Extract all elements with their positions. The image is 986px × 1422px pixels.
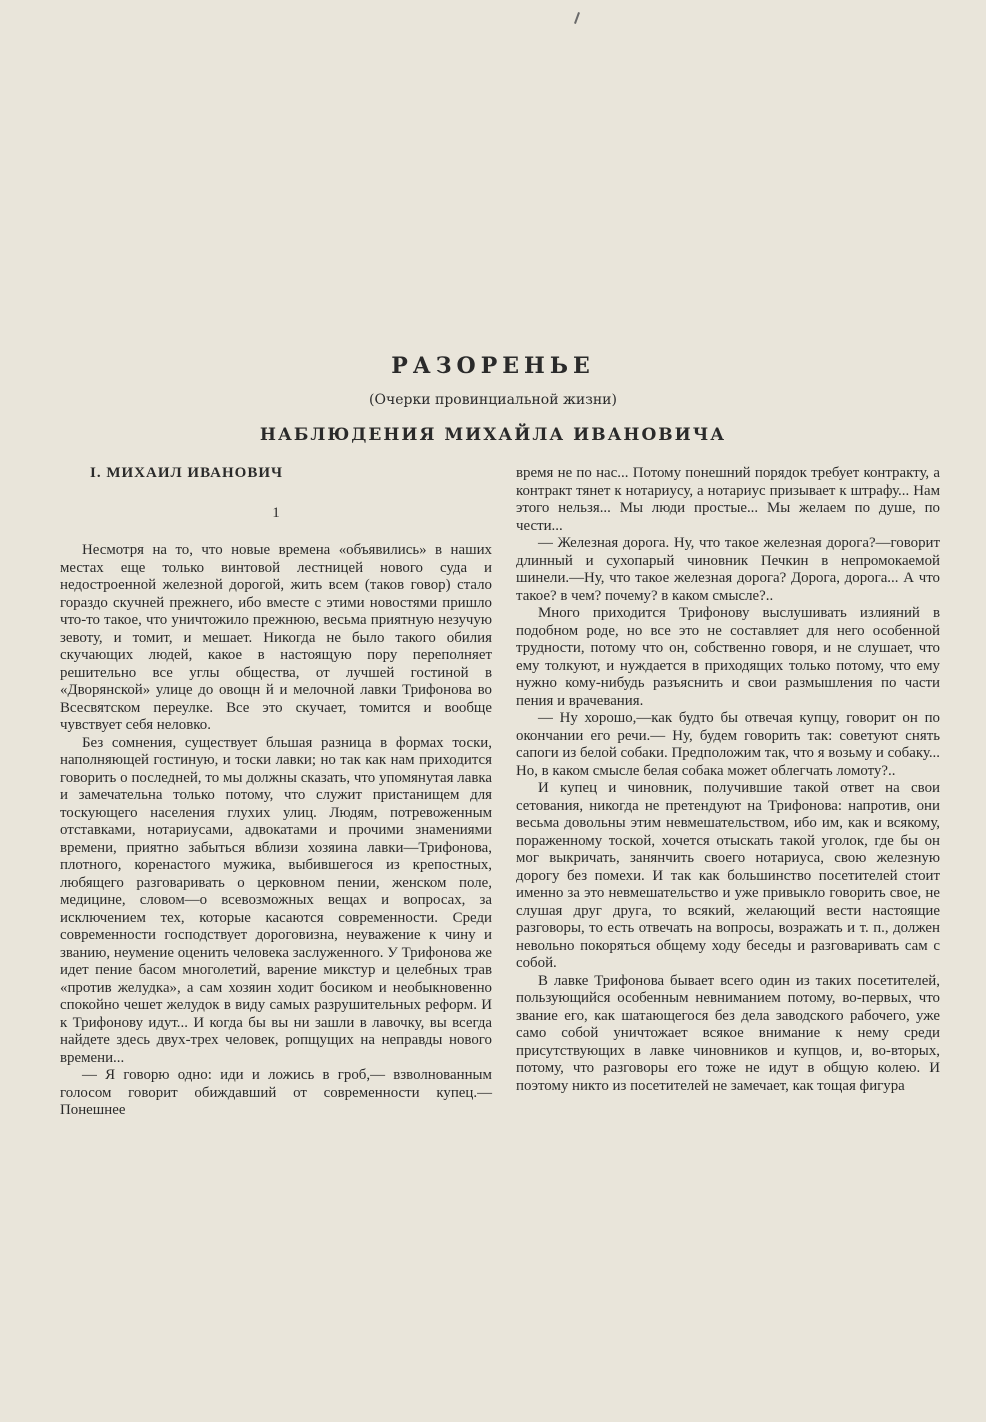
paragraph: В лавке Трифонова бывает всего один из таких посетителей, пользующийся особенным невниманием потому, во-первых, что звание его, как шатающегося без дела заводского рабочего, уже само собой уничтожает всякое внимание к нему среди присутствующих в лавке чиновников и купцов, и, во-вторых, потому, что разговоры его тоже не идут в общую колею. И поэтому никто из посетителей не замечает, как тощая фигура <box>516 972 940 1094</box>
page-subtitle: (Очерки провинциальной жизни) <box>369 392 617 408</box>
page-title: РАЗОРЕНЬЕ <box>391 353 595 379</box>
paragraph: Много приходится Трифонову выслушивать излияний в подобном роде, но все это не составляет для него особенной трудности, потому что он, собственно говоря, и не слушает, что ему толкуют, и нуждается в приходящих только потому, что ему нужно кому-нибудь разъяснить и свои размышления по части пения и врачевания. <box>516 605 940 709</box>
paragraph: — Я говорю одно: иди и ложись в гроб,— взволнованным голосом говорит обиждавший от современности купец.—Понешнее <box>60 1067 492 1118</box>
paragraph: И купец и чиновник, получившие такой ответ на свои сетования, никогда не претендуют на Трифонова: напротив, они весьма довольны этим невмешательством, ибо им, как и всякому, пораженному тоской, хочется отыскать такой уголок, где бы он мог выкричать, занянчить своего нотариуса, свою железную дорогу без помехи. И так как большинство посетителей стоит именно за это невмешательство и уже привыкло говорить свое, не слушая друг друга, то всякий, желающий вести настоящие разговоры, то есть отвечать на вопросы, возражать и т. п., должен невольно покоряться общему ходу беседы и разговаривать сам с собой. <box>516 780 940 971</box>
paragraph: Несмотря на то, что новые времена «объявились» в наших местах еще только винтовой лестницей нового суда и недостроенной железной дорогой, жить всем (таков говор) стало гораздо скучней прежнего, ибо вместе с этими новостями пришло что-то такое, что уничтожило прежнюю, весьма приятную незучую зевоту, и томит, и мешает. Никогда не было такого обилия скучающих людей, какое в настоящую пору переполняет решительно все углы общества, от лучшей гостиной в «Дворянской» улице до овощн й и мелочной лавки Трифонова во Всесвятском переулке. Все это скучает, томится и вообще чувствует себя неловко. <box>60 542 492 733</box>
paragraph: — Железная дорога. Ну, что такое железная дорога?—говорит длинный и сухопарый чиновник Печкин в непромокаемой шинели.—Ну, что такое железная дорога? Дорога, дорога... А что такое? в чем? почему? в каком смысле?.. <box>516 535 940 604</box>
ink-mark <box>574 12 580 24</box>
paragraph: Без сомнения, существует бльшая разница в формах тоски, наполняющей гостиную, и тоски лавки; но так как нам приходится говорить о последней, то мы должны сказать, что упомянутая лавка и замечательна только потому, что служит пристанищем для тоскующего населения глухих улиц. Людям, потревоженным отставками, нотариусами, адвокатами и прочими знамениями времени, приятно забыться вблизи хозяина лавки—Трифонова, плотного, коренастого мужика, выбившегося из крепостных, любящего разговаривать о церковном пении, женском поле, медицине, словом—о всевозможных вещах и вопросах, за исключением тех, которые касаются современности. Среди современности господствует дороговизна, неуважение к чину и званию, неумение оценить человека заслуженного. У Трифонова же идет пение басом многолетий, варение микстур и целебных трав «против желудка», а сам хозяин ходит босиком и необыкновенно спокойно чешет желудок в виду самых разрушительных реформ. И к Трифонову идут... И когда бы вы ни зашли в лавочку, вы всегда найдете здесь двух-трех человек, ропщущих на неправды нового времени... <box>60 734 492 1066</box>
right-column <box>516 465 940 1095</box>
section-title: НАБЛЮДЕНИЯ МИХАЙЛА ИВАНОВИЧА <box>259 425 727 445</box>
subsection-number: 1 <box>272 504 280 521</box>
paragraph: — Ну хорошо,—как будто бы отвечая купцу, говорит он по окончании его речи.— Ну, будем говорить так: советуют снять сапоги из белой собаки. Предположим так, что я возьму и собаку... Но, в каком смысле белая собака может облегчать ломоту?.. <box>516 710 940 779</box>
chapter-title: I. МИХАИЛ ИВАНОВИЧ <box>90 465 283 481</box>
left-column <box>60 465 492 1120</box>
paragraph: время не по нас... Потому понешний порядок требует контракту, а контракт тянет к нотариусу, а нотариус призывает к штрафу... Нам этого нельзя... Мы люди простые... Мы желаем по душе, по чести... <box>516 465 940 534</box>
